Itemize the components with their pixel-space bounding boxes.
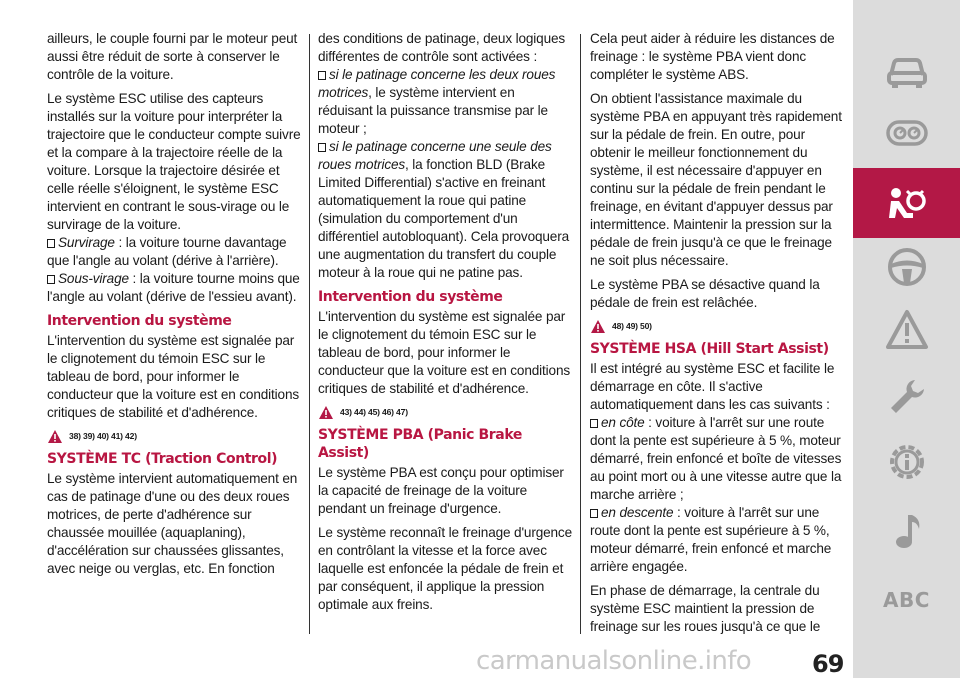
warning-reference[interactable] [590, 318, 844, 334]
list-item-term: en descente [601, 505, 674, 520]
list-item-term: en côte [601, 415, 645, 430]
sidebar-item-dashboard[interactable] [853, 98, 960, 168]
warning-refs: 48) 49) 50) [612, 321, 652, 331]
warning-refs: 38) 39) 40) 41) 42) [69, 431, 137, 441]
steering-wheel-icon [885, 245, 929, 289]
sidebar-item-emergency[interactable] [853, 295, 960, 365]
checkbox-bullet-icon [318, 71, 326, 80]
sidebar-item-technical-data[interactable] [853, 427, 960, 497]
list-item [318, 138, 572, 282]
paragraph: Il est intégré au système ESC et facilite le démarrage en côte. Il s'active automatiquement dans les cas suivants : [590, 361, 835, 412]
list-item [590, 414, 844, 504]
paragraph: Le système PBA est conçu pour optimiser la capacité de freinage de la voiture pendant un freinage d'urgence. [318, 465, 564, 516]
list-item-term: si le patinage concerne les deux roues motrices [318, 67, 556, 100]
section-heading: SYSTÈME PBA (Panic Brake Assist) [318, 427, 522, 461]
dashboard-gauges-icon [885, 111, 929, 155]
sidebar-item-car[interactable] [853, 36, 960, 106]
paragraph: Le système intervient automatiquement en cas de patinage d'une ou des deux roues motrices, de perte d'adhérence sur chaussée mouillée (aquaplaning), d'accélération sur chaussées glissantes, avec neige ou verglas, etc. En fonction [47, 471, 298, 576]
section-heading: SYSTÈME HSA (Hill Start Assist) [590, 341, 829, 357]
paragraph: On obtient l'assistance maximale du système PBA en appuyant très rapidement sur la pédale de frein. En outre, pour obtenir le meilleur fonctionnement du système, il est nécessaire d'appuyer en continu sur la pédale de frein pendant le freinage, en évitant d'appuyer dessus par intermittence. Maintenir la pression sur la pédale de frein jusqu'à ce que le freinage ne soit plus nécessaire. [590, 91, 842, 268]
checkbox-bullet-icon [47, 275, 55, 284]
list-item [318, 66, 572, 138]
list-item-text: , le système intervient en réduisant la puissance transmise par le moteur ; [318, 85, 548, 136]
music-note-icon [885, 510, 929, 554]
paragraph: Le système PBA se désactive quand la pédale de frein est relâchée. [590, 277, 820, 310]
gear-info-icon [885, 440, 929, 484]
sidebar-item-multimedia[interactable] [853, 497, 960, 567]
list-item-term: si le patinage concerne une seule des roues motrices [318, 139, 552, 172]
safety-airbag-icon [885, 181, 929, 225]
sidebar-item-maintenance[interactable] [853, 362, 960, 432]
paragraph: des conditions de patinage, deux logiques différentes de contrôle sont activées : [318, 31, 566, 64]
warning-triangle-icon [47, 429, 63, 444]
list-item-text: : voiture à l'arrêt sur une route dont la pente est supérieure à 5 %, moteur démarré, frein enfoncé et boîte de vitesses au point mort ou à une vitesse autre que la marche arrière ; [590, 415, 842, 502]
list-item [590, 504, 844, 576]
sidebar-item-index[interactable] [853, 565, 960, 635]
list-item [47, 270, 301, 306]
warning-reference[interactable] [47, 428, 301, 444]
warning-triangle-icon [885, 308, 929, 352]
column-divider [580, 34, 581, 634]
list-item-text: : la voiture tourne davantage que l'angle au volant (dérive à l'arrière). [47, 235, 287, 268]
sidebar-item-starting-driving[interactable] [853, 232, 960, 302]
sidebar-item-safety[interactable] [853, 168, 960, 238]
index-abc-label: ABC [883, 588, 930, 612]
checkbox-bullet-icon [590, 419, 598, 428]
section-heading: Intervention du système [47, 313, 232, 329]
paragraph: Le système reconnaît le freinage d'urgence en contrôlant la vitesse et la force avec laquelle est enfoncée la pédale de frein et par conséquent, il applique la pression optimale aux freins. [318, 525, 572, 612]
paragraph: Le système ESC utilise des capteurs installés sur la voiture pour interpréter la trajectoire que le conducteur compte suivre et la compare à la trajectoire réelle de la voiture. Lorsque la trajectoire désirée et celle réelle s'éloignent, le système ESC intervient en contrant le sous-virage ou le survirage de la voiture. [47, 91, 301, 232]
text-column-3 [590, 30, 844, 642]
column-divider [309, 34, 310, 634]
checkbox-bullet-icon [318, 143, 326, 152]
list-item-term: Survirage [58, 235, 115, 250]
paragraph: Cela peut aider à réduire les distances de freinage : le système PBA vient donc compléter le système ABS. [590, 31, 835, 82]
list-item [47, 234, 301, 270]
watermark: carmanualsonline.info [476, 646, 752, 676]
wrench-icon [885, 375, 929, 419]
warning-reference[interactable] [318, 404, 572, 420]
paragraph: L'intervention du système est signalée par le clignotement du témoin ESC sur le tableau de bord, pour informer le conducteur que la voiture est en conditions critiques de stabilité et d'adhérence. [318, 309, 570, 396]
paragraph: L'intervention du système est signalée par le clignotement du témoin ESC sur le tableau de bord, pour informer le conducteur que la voiture est en conditions critiques de stabilité et d'adhérence. [47, 333, 299, 420]
checkbox-bullet-icon [47, 239, 55, 248]
list-item-text: : la voiture tourne moins que l'angle au volant (dérive de l'essieu avant). [47, 271, 300, 304]
list-item-text: : voiture à l'arrêt sur une route dont la pente est supérieure à 5 %, moteur démarré, frein enfoncé et marche arrière engagée. [590, 505, 832, 574]
car-icon [885, 49, 929, 93]
warning-triangle-icon [318, 405, 334, 420]
text-column-1 [47, 30, 301, 584]
list-item-term: Sous-virage [58, 271, 129, 286]
warning-triangle-icon [590, 319, 606, 334]
list-item-text: , la fonction BLD (Brake Limited Differential) s'active en freinant automatiquement la roue qui patine (simulation du comportement d'un différentiel autobloquant). Cela provoquera une augmentation du transfert du couple moteur à la roue qui ne patine pas. [318, 157, 570, 280]
text-column-2 [318, 30, 572, 620]
chapter-sidebar [853, 0, 960, 678]
checkbox-bullet-icon [590, 509, 598, 518]
section-heading: Intervention du système [318, 289, 503, 305]
paragraph: ailleurs, le couple fourni par le moteur peut aussi être réduit de sorte à conserver le contrôle de la voiture. [47, 31, 298, 82]
paragraph: En phase de démarrage, la centrale du système ESC maintient la pression de freinage sur les roues jusqu'à ce que le [590, 583, 821, 634]
page-number: 69 [812, 650, 844, 678]
section-heading: SYSTÈME TC (Traction Control) [47, 451, 278, 467]
warning-refs: 43) 44) 45) 46) 47) [340, 407, 408, 417]
